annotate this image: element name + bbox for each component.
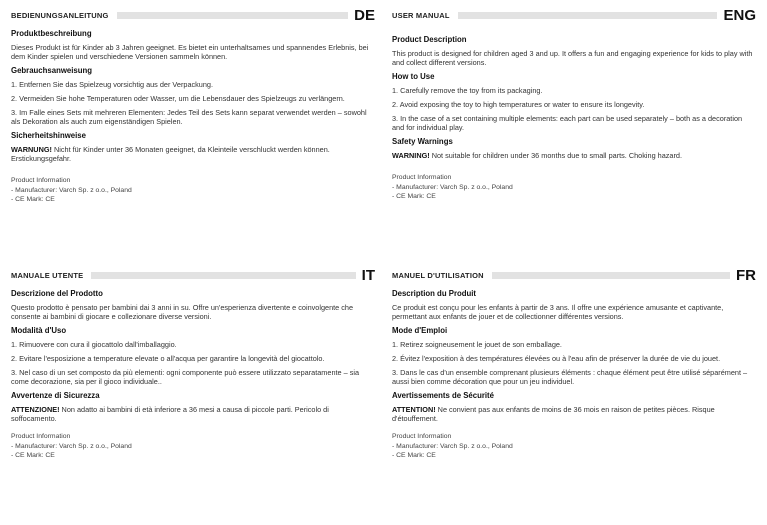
header-divider-bar [117,12,349,19]
warning-text [11,405,375,423]
usage-step: 3. Im Falle eines Sets mit mehreren Elementen: Jedes Teil des Sets kann separat verwendet werden – sowohl als Dekoration als auch zum eigenständigen Spielen. [11,108,367,126]
usage-step: 1. Entfernen Sie das Spielzeug vorsichtig aus der Verpackung. [11,80,214,89]
description-text: Questo prodotto è pensato per bambini dai 3 anni in su. Offre un'esperienza divertente e coinvolgente che consente ai bambini di giocare e collezionare diverse versioni. [11,303,354,321]
usage-step: 3. In the case of a set containing multiple elements: each part can be used separately – both as a decoration and for individual play. [392,114,743,132]
info-ce-mark: - CE Mark: CE [392,193,436,200]
usage-step: 1. Carefully remove the toy from its packaging. [392,86,543,95]
usage-step: 1. Rimuovere con cura il giocattolo dall'imballaggio. [11,340,177,349]
warning-body: Not suitable for children under 36 months due to small parts. Choking hazard. [429,151,682,160]
language-code: IT [361,266,375,284]
usage-heading: Gebrauchsanweisung [11,66,93,75]
info-manufacturer: - Manufacturer: Varch Sp. z o.o., Poland [11,442,132,450]
safety-heading: Safety Warnings [392,137,453,146]
header-divider-bar [91,272,355,279]
language-code: ENG [723,6,756,24]
usage-heading: Modalità d'Uso [11,326,67,335]
info-title: Product Information [392,174,452,181]
info-title: Product Information [11,433,71,440]
description-heading: Description du Produit [392,289,477,298]
usage-heading: How to Use [392,72,435,81]
warning-body: Nicht für Kinder unter 36 Monaten geeignet, da Kleinteile verschluckt werden können. Erstickungsgefahr. [11,145,330,163]
warning-label: WARNING! [392,151,430,160]
description-text: This product is designed for children aged 3 and up. It offers a fun and engaging experience for kids to play with and collect different versions. [392,49,753,67]
usage-step: 3. Nel caso di un set composto da più elementi: ogni componente può essere utilizzato separatamente – sia come decorazione, sia per il gioco individuale.. [11,368,360,386]
panel-title: USER MANUAL [392,10,450,20]
panel-it [11,266,375,461]
warning-label: ATTENTION! [392,405,436,414]
info-ce-mark: - CE Mark: CE [11,196,55,203]
product-information [11,432,375,461]
info-manufacturer: - Manufacturer: Varch Sp. z o.o., Poland [392,442,513,450]
panel-header [392,6,756,24]
usage-step: 2. Évitez l'exposition à des températures élevées ou à l'eau afin de préserver la durée de vie du jouet. [392,354,721,363]
panel-title: MANUALE UTENTE [11,270,84,280]
info-title: Product Information [392,433,452,440]
usage-step: 2. Evitare l'esposizione a temperature elevate o all'acqua per garantire la longevità del giocattolo. [11,354,325,363]
usage-step: 2. Avoid exposing the toy to high temperatures or water to ensure its longevity. [392,100,645,109]
panel-fr [392,266,756,461]
usage-heading: Mode d'Emploi [392,326,448,335]
warning-text [11,145,375,163]
usage-step: 2. Vermeiden Sie hohe Temperaturen oder Wasser, um die Lebensdauer des Spielzeugs zu verlängern. [11,94,345,103]
language-code: FR [736,266,756,284]
safety-heading: Avvertenze di Sicurezza [11,391,100,400]
description-heading: Product Description [392,35,467,44]
warning-text [392,151,756,160]
panel-header [392,266,756,284]
product-information [392,432,756,461]
info-title: Product Information [11,177,71,184]
warning-body: Non adatto ai bambini di età inferiore a 36 mesi a causa di piccole parti. Pericolo di soffocamento. [11,405,329,423]
description-heading: Produktbeschreibung [11,29,92,38]
warning-text [392,405,756,423]
usage-step: 3. Dans le cas d'un ensemble comprenant plusieurs éléments : chaque élément peut être utilisé séparément – aussi bien comme décoration que pour un jeu individuel. [392,368,748,386]
usage-step: 1. Retirez soigneusement le jouet de son emballage. [392,340,562,349]
header-divider-bar [492,272,730,279]
panel-title: MANUEL D'UTILISATION [392,270,484,280]
warning-label: ATTENZIONE! [11,405,60,414]
product-information [392,173,756,202]
info-ce-mark: - CE Mark: CE [392,452,436,459]
product-information [11,176,375,205]
header-divider-bar [458,12,718,19]
safety-heading: Avertissements de Sécurité [392,391,494,400]
panel-en [392,6,756,202]
language-code: DE [354,6,375,24]
description-text: Dieses Produkt ist für Kinder ab 3 Jahren geeignet. Es bietet ein unterhaltsames und spannendes Erlebnis, bei dem Kinder spielen und verschiedene Versionen sammeln können. [11,43,369,61]
info-manufacturer: - Manufacturer: Varch Sp. z o.o., Poland [11,186,132,194]
warning-body: Ne convient pas aux enfants de moins de 36 mois en raison de petites pièces. Risque d'étouffement. [392,405,715,423]
warning-label: WARNUNG! [11,145,52,154]
description-text: Ce produit est conçu pour les enfants à partir de 3 ans. Il offre une expérience amusante et captivante, permettant aux enfants de jouer et de collectionner différentes versions. [392,303,724,321]
safety-heading: Sicherheitshinweise [11,131,86,140]
panel-de [11,6,375,205]
info-manufacturer: - Manufacturer: Varch Sp. z o.o., Poland [392,183,513,191]
panel-title: BEDIENUNGSANLEITUNG [11,10,109,20]
panel-header [11,266,375,284]
panel-header [11,6,375,24]
description-heading: Descrizione del Prodotto [11,289,103,298]
info-ce-mark: - CE Mark: CE [11,452,55,459]
